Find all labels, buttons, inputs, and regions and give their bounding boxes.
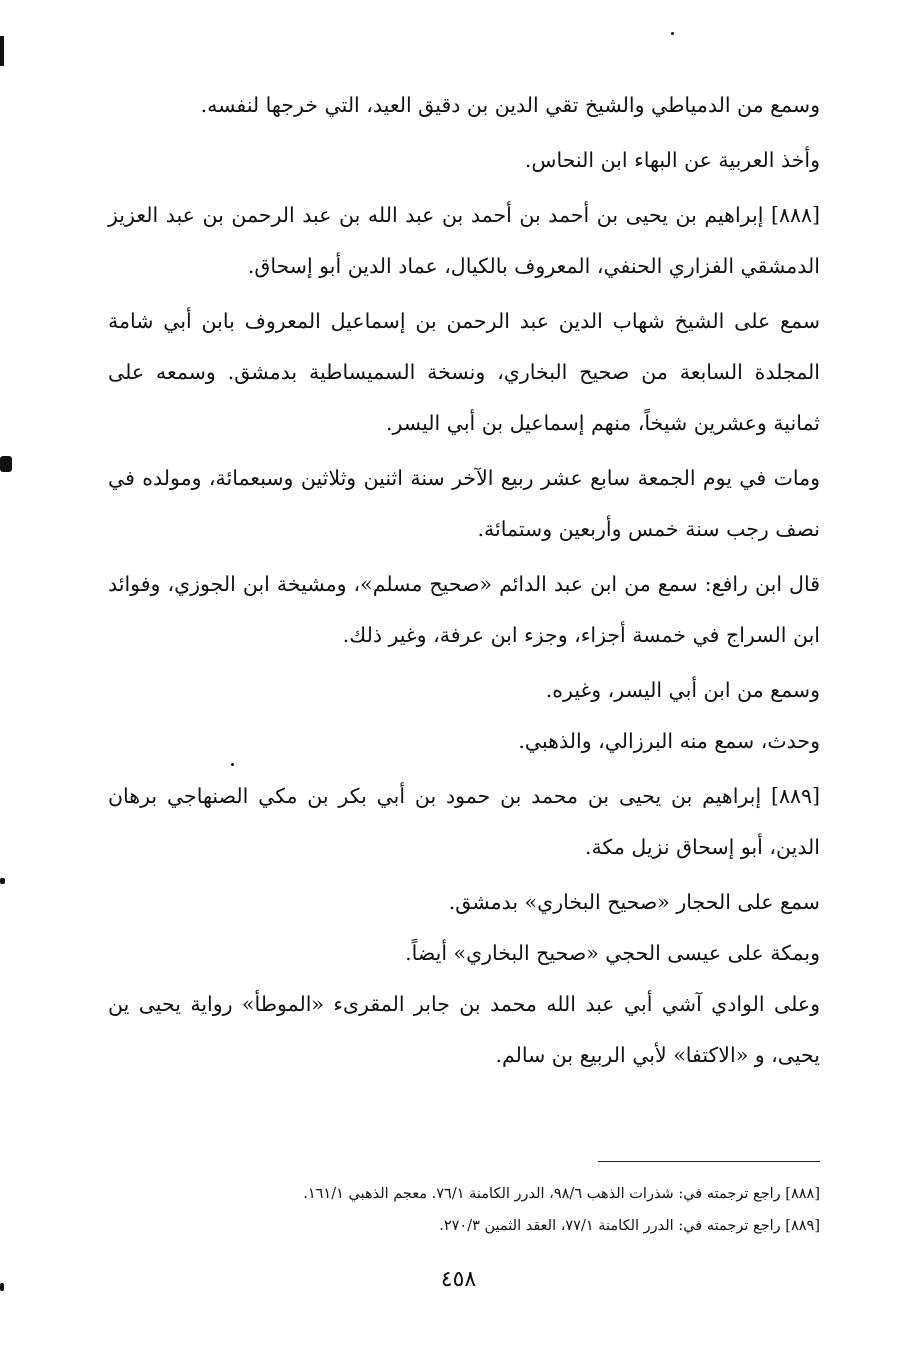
entry-888-heading: [٨٨٨] إبراهيم بن يحيى بن أحمد بن أحمد بن عبد الله بن عبد الرحمن بن عبد العزيز الدمشقي الفزاري الحنفي، المعروف بالكيال، عماد الدين أبو إسحاق. [108,203,820,278]
paragraph: قال ابن رافع: سمع من ابن عبد الدائم «صحيح مسلم»، ومشيخة ابن الجوزي، وفوائد ابن السراج في خمسة أجزاء، وجزء ابن عرفة، وغير ذلك. [108,572,820,647]
scan-dot [231,763,234,766]
paragraph: ومات في يوم الجمعة سابع عشر ربيع الآخر سنة اثنين وثلاثين وسبعمائة، ومولده في نصف رجب سنة خمس وأربعين وستمائة. [108,466,820,541]
scan-edge-mark [0,36,4,66]
scan-edge-mark [0,878,5,884]
paragraph: وسمع من ابن أبي اليسر، وغيره. [545,678,820,702]
footnote: [٨٨٩] راجع ترجمته في: الدرر الكامنة ٧٧/١، العقد الثمين ٢٧٠/٣. [439,1218,820,1234]
page-number: ٤٥٨ [440,1267,477,1292]
entry-889-heading: [٨٨٩] إبراهيم بن يحيى بن محمد بن حمود بن أبي بكر بن مكي الصنهاجي برهان الدين، أبو إسحاق نزيل مكة. [108,784,820,859]
footnotes [160,1178,820,1242]
paragraph: وحدث، سمع منه البرزالي، والذهبي. [518,729,820,753]
paragraph: وأخذ العربية عن البهاء ابن النحاس. [524,148,820,172]
paragraph: وعلى الوادي آشي أبي عبد الله محمد بن جابر المقرىء «الموطأ» رواية يحيى ين يحيى، و «الاكتفا» لأبي الربيع بن سالم. [108,992,820,1067]
paragraph: سمع على الحجار «صحيح البخاري» بدمشق. [448,890,820,914]
scan-edge-mark [0,1283,4,1291]
paragraph: وبمكة على عيسى الحجي «صحيح البخاري» أيضاً. [405,941,820,965]
scan-edge-mark [0,456,12,472]
footnote-rule [598,1161,820,1162]
main-text [108,80,820,1081]
footnote: [٨٨٨] راجع ترجمته في: شذرات الذهب ٩٨/٦، الدرر الكامنة ٧٦/١. معجم الذهبي ١٦١/١. [303,1186,820,1202]
paragraph: وسمع من الدمياطي والشيخ تقي الدين بن دقيق العيد، التي خرجها لنفسه. [200,93,820,117]
scan-dot [671,32,674,35]
paragraph: سمع على الشيخ شهاب الدين عبد الرحمن بن إسماعيل المعروف بابن أبي شامة المجلدة السابعة من صحيح البخاري، ونسخة السميساطية بدمشق. وسمعه على ثمانية وعشرين شيخاً، منهم إسماعيل بن أبي اليسر. [108,309,820,435]
